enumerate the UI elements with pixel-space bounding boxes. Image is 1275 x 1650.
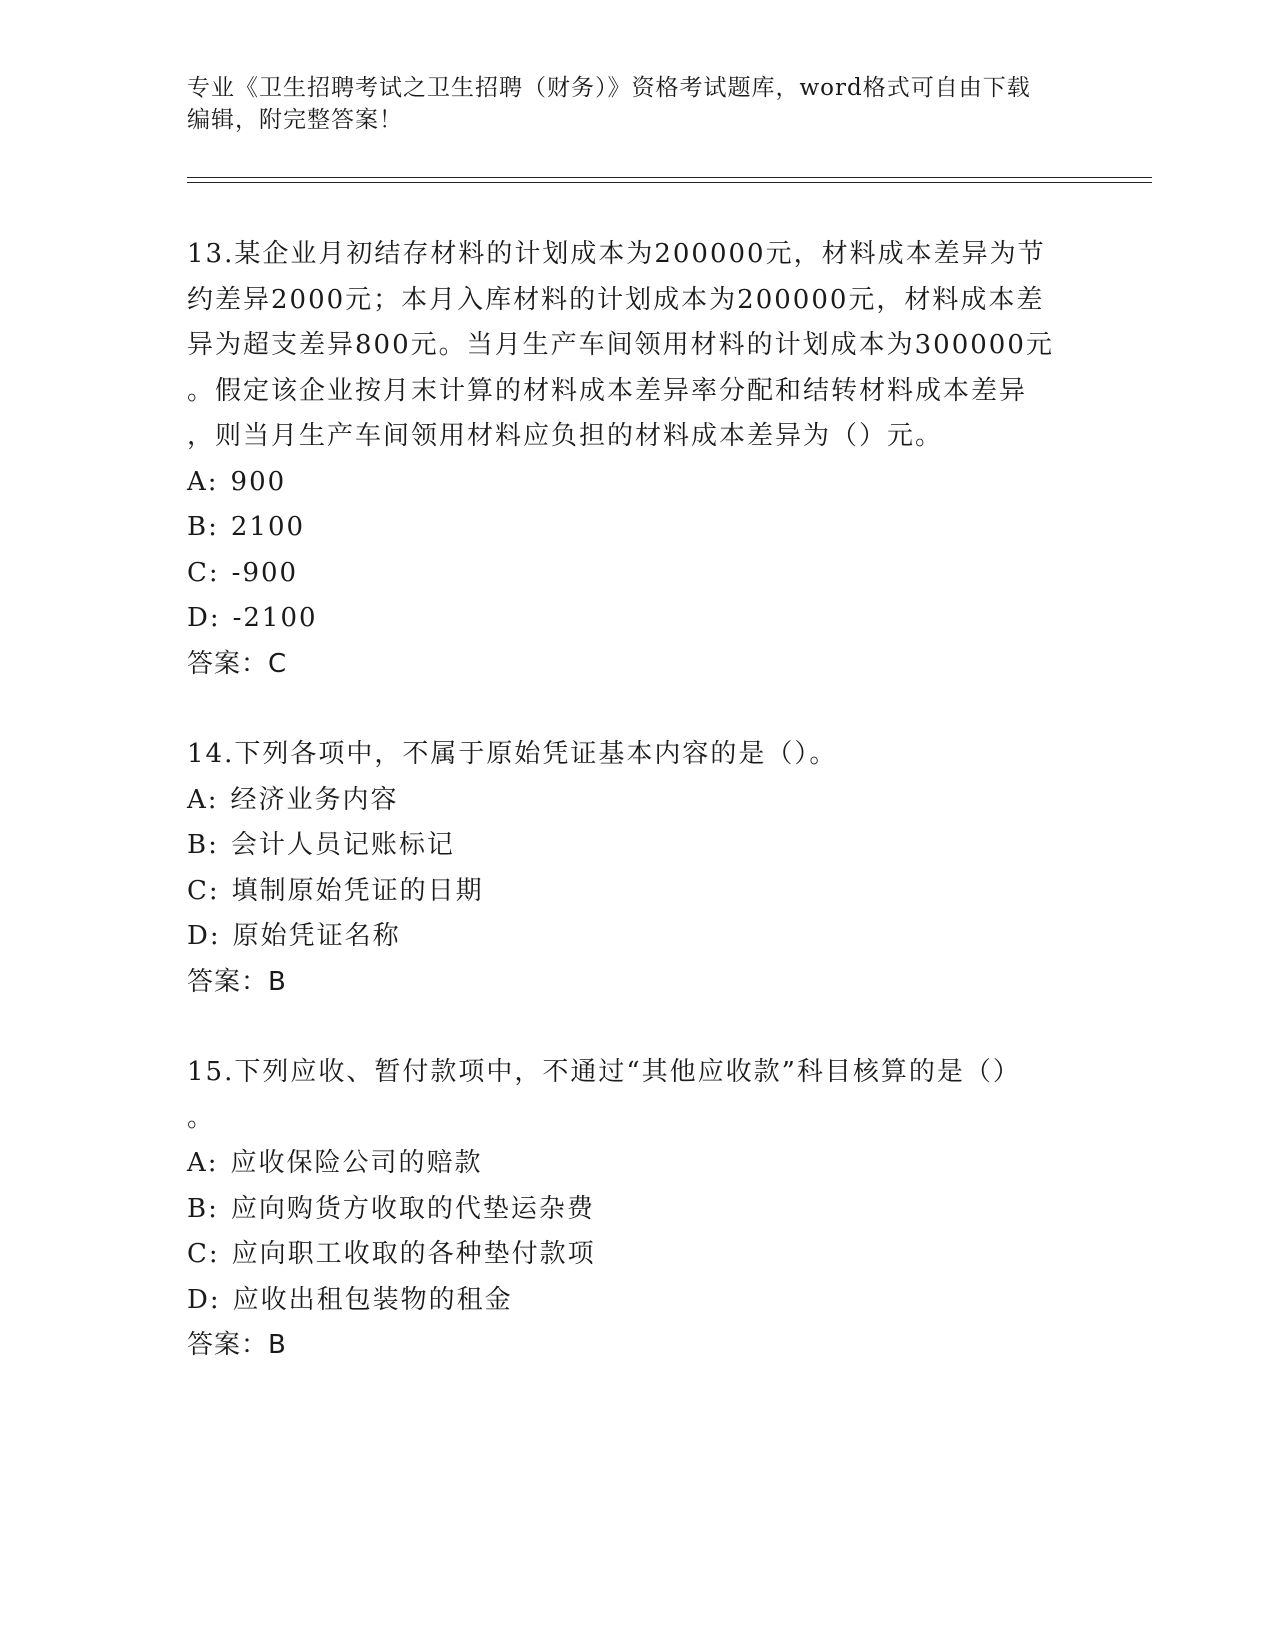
answer-line: 答案：B bbox=[187, 1330, 287, 1360]
option-d bbox=[187, 914, 1077, 960]
option-text: 900 bbox=[230, 466, 287, 497]
stem-line: 异为超支差异800元。当月生产车间领用材料的计划成本为300000元 bbox=[187, 330, 1054, 360]
option-text: -2100 bbox=[232, 603, 318, 633]
question-stem bbox=[187, 732, 1077, 778]
option-label: A: bbox=[187, 784, 219, 815]
option-c bbox=[187, 869, 1077, 915]
stem-line: ，则当月生产车间领用材料应负担的材料成本差异为（）元。 bbox=[187, 421, 944, 451]
option-text: 应向职工收取的各种垫付款项 bbox=[231, 1239, 596, 1269]
question-14 bbox=[187, 732, 1077, 1005]
option-label: D: bbox=[187, 603, 221, 633]
question-15 bbox=[187, 1050, 1077, 1369]
stem-line: 14.下列各项中，不属于原始凭证基本内容的是（）。 bbox=[187, 739, 838, 769]
header-divider-bottom bbox=[187, 182, 1152, 183]
option-text: 2100 bbox=[230, 512, 306, 542]
option-text: 经济业务内容 bbox=[230, 784, 399, 815]
stem-line: 。假定该企业按月末计算的材料成本差异率分配和结转材料成本差异 bbox=[187, 375, 1028, 406]
option-b bbox=[187, 505, 1077, 551]
question-13 bbox=[187, 232, 1077, 687]
stem-line: 15.下列应收、暂付款项中，不通过“其他应收款”科目核算的是（） bbox=[187, 1057, 1021, 1087]
option-text: 应向购货方收取的代垫运杂费 bbox=[230, 1193, 595, 1224]
option-b bbox=[187, 823, 1077, 869]
option-label: A: bbox=[187, 466, 219, 497]
option-label: D: bbox=[187, 1284, 221, 1315]
option-label: D: bbox=[187, 921, 221, 951]
header-line-1: 专业《卫生招聘考试之卫生招聘（财务）》资格考试题库，word格式可自由下载 bbox=[187, 75, 1031, 101]
header-line-2: 编辑，附完整答案！ bbox=[187, 107, 403, 133]
option-text: 应收保险公司的赔款 bbox=[230, 1148, 483, 1178]
option-d bbox=[187, 596, 1077, 642]
option-text: 原始凭证名称 bbox=[232, 921, 401, 951]
stem-line: 。 bbox=[187, 1102, 216, 1133]
header-divider-top bbox=[187, 177, 1152, 178]
option-label: B: bbox=[187, 830, 219, 860]
option-text: 填制原始凭证的日期 bbox=[231, 875, 484, 906]
option-a bbox=[187, 1141, 1077, 1187]
option-label: C: bbox=[187, 557, 220, 588]
stem-line: 约差异2000元；本月入库材料的计划成本为200000元，材料成本差 bbox=[187, 284, 1045, 315]
option-label: A: bbox=[187, 1148, 219, 1178]
answer-line: 答案：C bbox=[187, 648, 288, 679]
option-c bbox=[187, 1232, 1077, 1278]
option-a bbox=[187, 778, 1077, 824]
option-label: C: bbox=[187, 1239, 220, 1269]
option-b bbox=[187, 1187, 1077, 1233]
option-text: -900 bbox=[231, 557, 299, 588]
option-label: C: bbox=[187, 875, 220, 906]
option-a bbox=[187, 460, 1077, 506]
stem-line: 13.某企业月初结存材料的计划成本为200000元，材料成本差异为节 bbox=[187, 239, 1046, 269]
option-c bbox=[187, 551, 1077, 597]
question-stem bbox=[187, 232, 1077, 460]
option-d bbox=[187, 1278, 1077, 1324]
option-label: B: bbox=[187, 512, 219, 542]
option-text: 应收出租包装物的租金 bbox=[232, 1284, 513, 1315]
option-text: 会计人员记账标记 bbox=[230, 830, 455, 860]
option-label: B: bbox=[187, 1193, 219, 1224]
document-header bbox=[187, 72, 1087, 136]
answer-line: 答案：B bbox=[187, 966, 287, 997]
question-stem bbox=[187, 1050, 1077, 1141]
